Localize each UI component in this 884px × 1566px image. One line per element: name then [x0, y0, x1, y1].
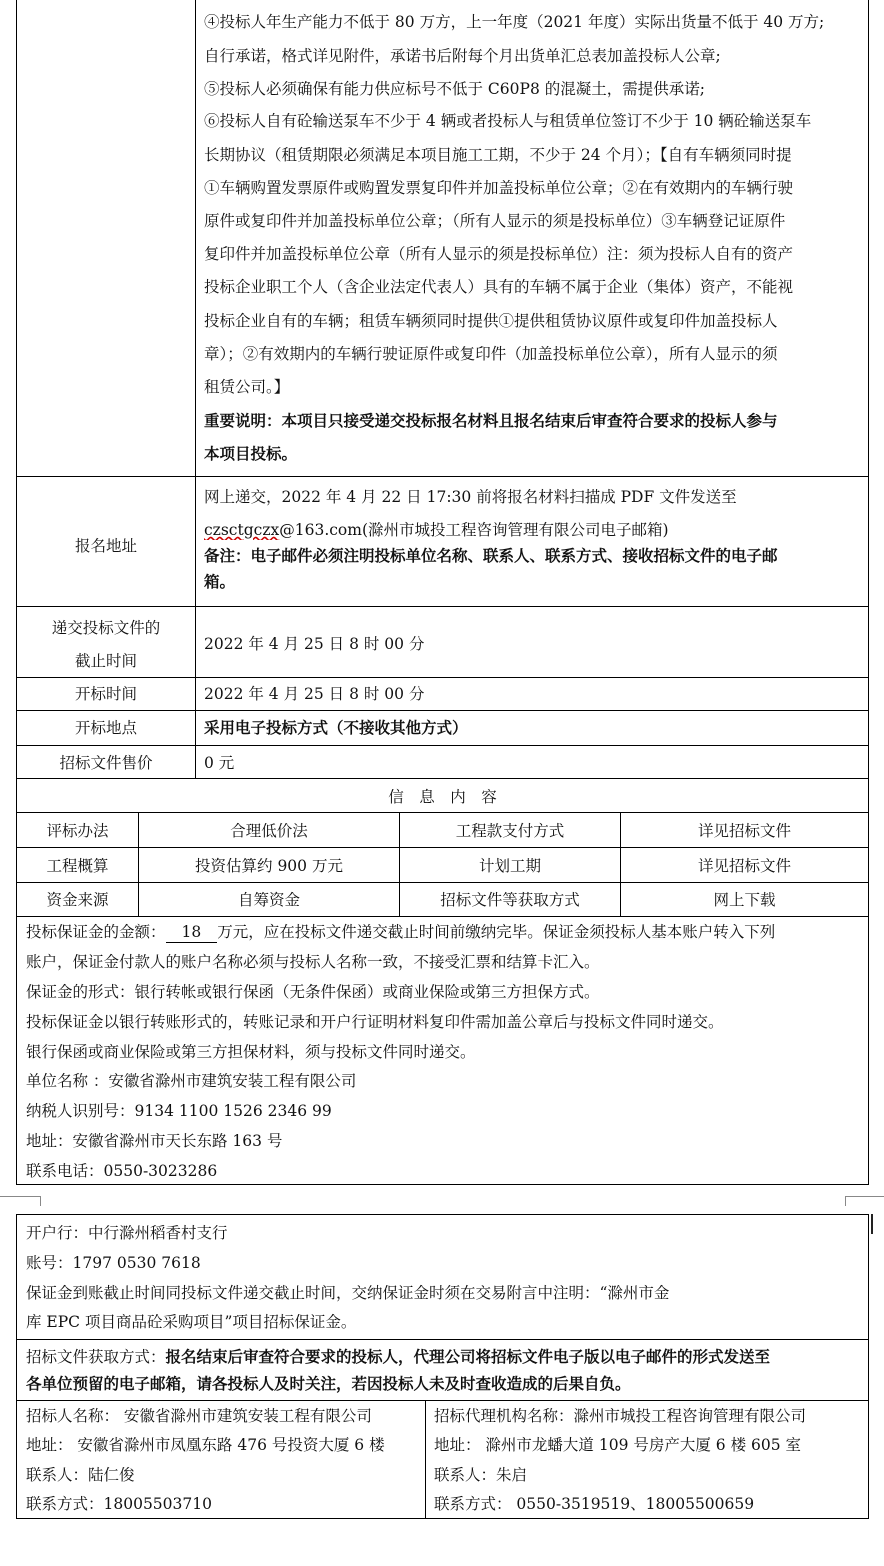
tenderer-line: 联系人：陆仁俊	[26, 1466, 135, 1484]
requirement-line: 复印件并加盖投标单位公章（所有人显示的须是投标单位）注：须为投标人自有的资产	[204, 245, 794, 263]
opening-time-value: 2022 年 4 月 25 日 8 时 00 分	[204, 685, 425, 703]
important-note: 重要说明：本项目只接受递交投标报名材料且报名结束后审查符合要求的投标人参与	[204, 411, 778, 430]
requirement-line: 长期协议（租赁期限必须满足本项目施工工期，不少于 24 个月）；【自有车辆须同时提	[204, 146, 792, 164]
agency-line: 招标代理机构名称：滁州市城投工程咨询管理有限公司	[434, 1407, 807, 1425]
deposit-line: 纳税人识别号：9134 1100 1526 2346 99	[26, 1102, 332, 1120]
registration-line: 网上递交，2022 年 4 月 22 日 17:30 前将报名材料扫描成 PDF 文件发送至	[204, 488, 737, 506]
agency-line: 地址： 滁州市龙蟠大道 109 号房产大厦 6 楼 605 室	[434, 1436, 802, 1454]
doc-price-label: 招标文件售价	[59, 754, 153, 772]
deposit-amount-prefix: 投标保证金的金额：	[26, 923, 166, 941]
deadline-label: 递交投标文件的	[51, 619, 161, 637]
info-header: 信 息 内 容	[388, 788, 497, 806]
deposit-line: 投标保证金以银行转账形式的，转账记录和开户行证明材料复印件需加盖公章后与投标文件同时递交。	[26, 1013, 724, 1031]
page-corner-mark	[845, 1196, 884, 1197]
tenderer-line: 联系方式：18005503710	[26, 1495, 212, 1513]
acquisition-text: 各单位预留的电子邮箱，请各投标人及时关注，若因投标人未及时查收造成的后果自负。	[26, 1374, 631, 1393]
deposit-amount-suffix: 万元，应在投标文件递交截止时间前缴纳完毕。保证金须投标人基本账户转入下列	[217, 923, 776, 941]
bank-line: 保证金到账截止时间同投标文件递交截止时间，交纳保证金时须在交易附言中注明：“滁州市金	[26, 1284, 670, 1302]
bank-line: 库 EPC 项目商品砼采购项目”项目招标保证金。	[26, 1313, 357, 1331]
requirement-line: 原件或复印件并加盖投标单位公章；（所有人显示的须是投标单位）③车辆登记证原件	[204, 212, 786, 230]
deposit-amount-line	[26, 922, 775, 943]
info-cell: 评标办法	[46, 822, 109, 840]
tenderer-line: 地址： 安徽省滁州市凤凰东路 476 号投资大厦 6 楼	[26, 1436, 385, 1454]
info-cell: 详见招标文件	[697, 857, 791, 875]
requirement-line: ⑥投标人自有砼输送泵车不少于 4 辆或者投标人与租赁单位签订不少于 10 辆砼输送泵车	[204, 112, 812, 130]
deposit-line: 账户，保证金付款人的账户名称必须与投标人名称一致，不接受汇票和结算卡汇入。	[26, 953, 600, 971]
info-cell: 自筹资金	[237, 891, 300, 909]
deadline-value: 2022 年 4 月 25 日 8 时 00 分	[204, 635, 425, 653]
deposit-line: 地址：安徽省滁州市天长东路 163 号	[26, 1132, 283, 1150]
info-cell: 计划工期	[478, 857, 541, 875]
agency-line: 联系方式： 0550-3519519、18005500659	[434, 1495, 755, 1513]
registration-email-link[interactable]: czsctgczx	[204, 521, 280, 539]
info-cell: 合理低价法	[230, 822, 308, 840]
acquisition-text: 报名结束后审查符合要求的投标人，代理公司将招标文件电子版以电子邮件的形式发送至	[165, 1347, 771, 1366]
info-cell: 详见招标文件	[697, 822, 791, 840]
opening-place-value: 采用电子投标方式（不接收其他方式）	[204, 718, 468, 737]
opening-time-label: 开标时间	[74, 685, 137, 703]
agency-line: 联系人：朱启	[434, 1466, 528, 1484]
info-cell: 资金来源	[46, 891, 109, 909]
bank-line: 账号：1797 0530 7618	[26, 1254, 201, 1272]
important-note: 本项目投标。	[204, 444, 298, 463]
registration-label: 报名地址	[74, 537, 137, 555]
tenderer-line: 招标人名称： 安徽省滁州市建筑安装工程有限公司	[26, 1407, 372, 1425]
requirement-line: 投标企业职工个人（含企业法定代表人）具有的车辆不属于企业（集体）资产，不能视	[204, 278, 794, 296]
deposit-line: 保证金的形式：银行转帐或银行保函（无条件保函）或商业保险或第三方担保方式。	[26, 983, 600, 1001]
registration-email-line	[204, 520, 669, 540]
deposit-line: 单位名称 ：安徽省滁州市建筑安装工程有限公司	[26, 1072, 357, 1090]
page-corner-mark	[0, 1196, 40, 1197]
deadline-label: 截止时间	[74, 652, 137, 670]
info-cell: 招标文件等获取方式	[440, 891, 580, 909]
requirement-line: 自行承诺，格式详见附件，承诺书后附每个月出货单汇总表加盖投标人公章;	[204, 47, 721, 65]
doc-price-value: 0 元	[204, 754, 235, 772]
requirement-line: ④投标人年生产能力不低于 80 万方，上一年度（2021 年度）实际出货量不低于 40 万方;	[204, 13, 825, 31]
registration-note: 箱。	[204, 572, 236, 591]
registration-note: 备注：电子邮件必须注明投标单位名称、联系人、联系方式、接收招标文件的电子邮	[204, 546, 778, 565]
page-corner-mark	[40, 1196, 41, 1206]
info-cell: 工程款支付方式	[455, 822, 565, 840]
requirement-line: 投标企业自有的车辆；租赁车辆须同时提供①提供租赁协议原件或复印件加盖投标人	[204, 312, 778, 330]
deposit-line: 联系电话：0550-3023286	[26, 1162, 218, 1180]
info-cell: 网上下载	[713, 891, 776, 909]
text-cursor	[871, 1214, 873, 1234]
requirement-line: 租赁公司。】	[204, 378, 290, 396]
info-cell: 工程概算	[46, 857, 109, 875]
requirement-line: ①车辆购置发票原件或购置发票复印件并加盖投标单位公章；②在有效期内的车辆行驶	[204, 179, 794, 197]
requirement-line: 章）；②有效期内的车辆行驶证原件或复印件（加盖投标单位公章），所有人显示的须	[204, 345, 778, 363]
bank-line: 开户行：中行滁州稻香村支行	[26, 1224, 228, 1242]
opening-place-label: 开标地点	[74, 719, 137, 737]
requirement-line: ⑤投标人必须确保有能力供应标号不低于 C60P8 的混凝土，需提供承诺;	[204, 80, 705, 98]
info-cell: 投资估算约 900 万元	[195, 857, 343, 875]
deposit-amount-value: 18	[166, 922, 218, 943]
page-corner-mark	[845, 1196, 846, 1206]
deposit-line: 银行保函或商业保险或第三方担保材料，须与投标文件同时递交。	[26, 1043, 476, 1061]
acquisition-label: 招标文件获取方式：	[26, 1348, 166, 1366]
registration-email-rest: @163.com(滁州市城投工程咨询管理有限公司电子邮箱)	[279, 521, 669, 539]
acquisition-line	[26, 1347, 770, 1367]
